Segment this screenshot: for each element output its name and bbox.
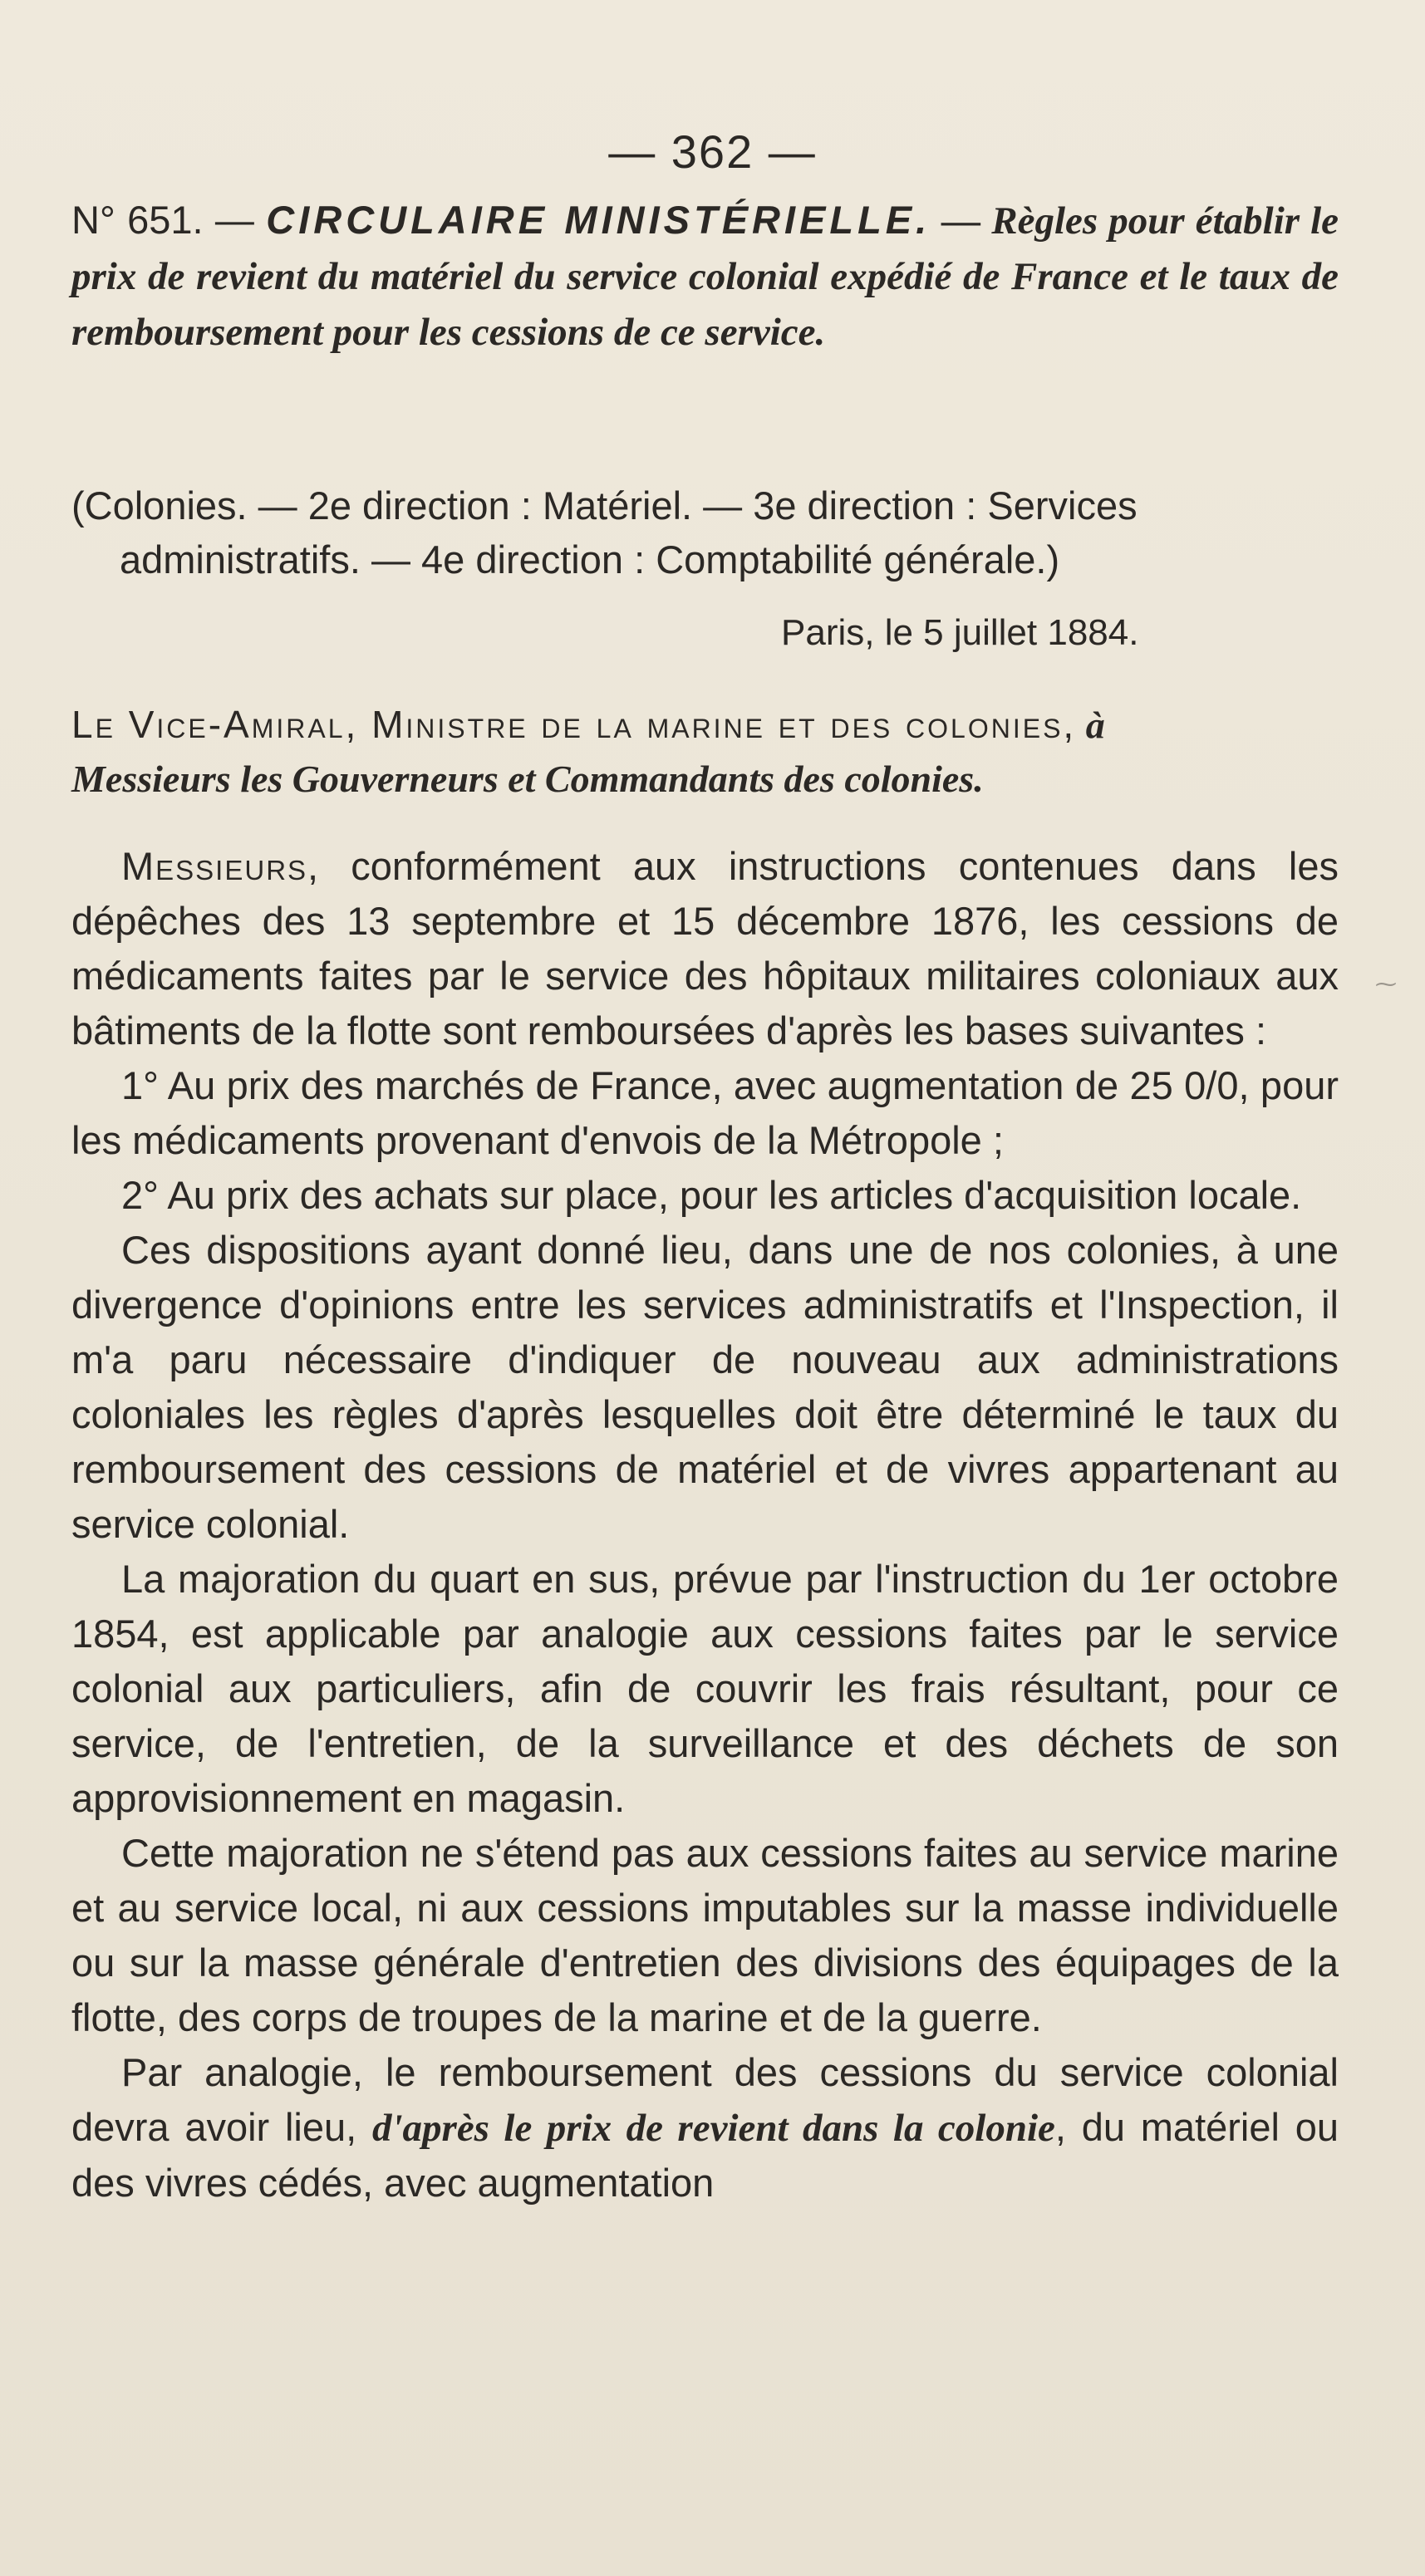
paragraph-3: 2° Au prix des achats sur place, pour les articles d'acquisition locale. [121,1173,1302,1217]
to-word: à [1076,704,1105,746]
margin-mark: ⁓ [1375,972,1397,996]
recipients: Messieurs les Gouverneurs et Commandants des colonies. [71,758,984,800]
letter-body [71,839,1339,2210]
address-block [71,698,1339,806]
circular-number: N° 651. — [71,198,267,242]
directions-line-2: administratifs. — 4e direction : Comptabilité générale.) [120,537,1060,581]
paragraph-5: La majoration du quart en sus, prévue par l'instruction du 1er octobre 1854, est applicable par analogie aux cessions faites par le service colonial aux particuliers, afin de couvrir les frais résultant, pour ce service, de l'entretien, de la surveillance et des déchets de son approvisionnement en magasin. [71,1557,1339,1820]
sender: Le Vice-Amiral, Ministre de la marine et des colonies, [71,703,1077,746]
paragraph-7-end: , du matériel ou des vivres cédés, avec augmentation [71,2105,1339,2205]
paragraph-1 [71,839,1339,1058]
paragraph-6: Cette majoration ne s'étend pas aux cessions faites au service marine et au service local, ni aux cessions imputables sur la masse individuelle ou sur la masse générale d'entretien des divisions des équipages de la flotte, des corps de troupes de la marine et de la guerre. [71,1831,1339,2039]
page-number: — 362 — [608,125,817,178]
circular-heading [71,193,1339,360]
paragraph-2: 1° Au prix des marchés de France, avec augmentation de 25 0/0, pour les médicaments provenant d'envois de la Métropole ; [71,1063,1339,1162]
paragraph-7-start: Par analogie, le remboursement des cessions du service colonial devra avoir lieu, [71,2050,1339,2149]
salutation: Messieurs [121,844,308,888]
paragraph-7 [71,2045,1339,2210]
directions-line-1: (Colonies. — 2e direction : Matériel. — 3e direction : Services [71,483,1138,527]
date-line: Paris, le 5 juillet 1884. [781,612,1139,653]
paragraph-1-text: , conformément aux instructions contenues dans les dépêches des 13 septembre et 15 décembre 1876, les cessions de médicaments faites par le service des hôpitaux militaires coloniaux aux bâtiments de la flotte sont remboursées d'après les bases suivantes : [71,844,1339,1052]
paragraph-4: Ces dispositions ayant donné lieu, dans une de nos colonies, à une divergence d'opinions entre les services administratifs et l'Inspection, il m'a paru nécessaire d'indiquer de nouveau aux administrations coloniales les règles d'après lesquelles doit être déterminé le taux du remboursement des cessions de matériel et de vivres appartenant au service colonial. [71,1228,1339,1546]
directions-note [71,478,1339,586]
paragraph-7-italic: d'après le prix de revient dans la colonie [371,2107,1055,2150]
circular-subtitle: — Règles pour établir le prix de revient du matériel du service colonial expédié de France et le taux de remboursement pour les cessions de ce service. [71,199,1339,354]
circular-title: CIRCULAIRE MINISTÉRIELLE. [266,198,931,242]
